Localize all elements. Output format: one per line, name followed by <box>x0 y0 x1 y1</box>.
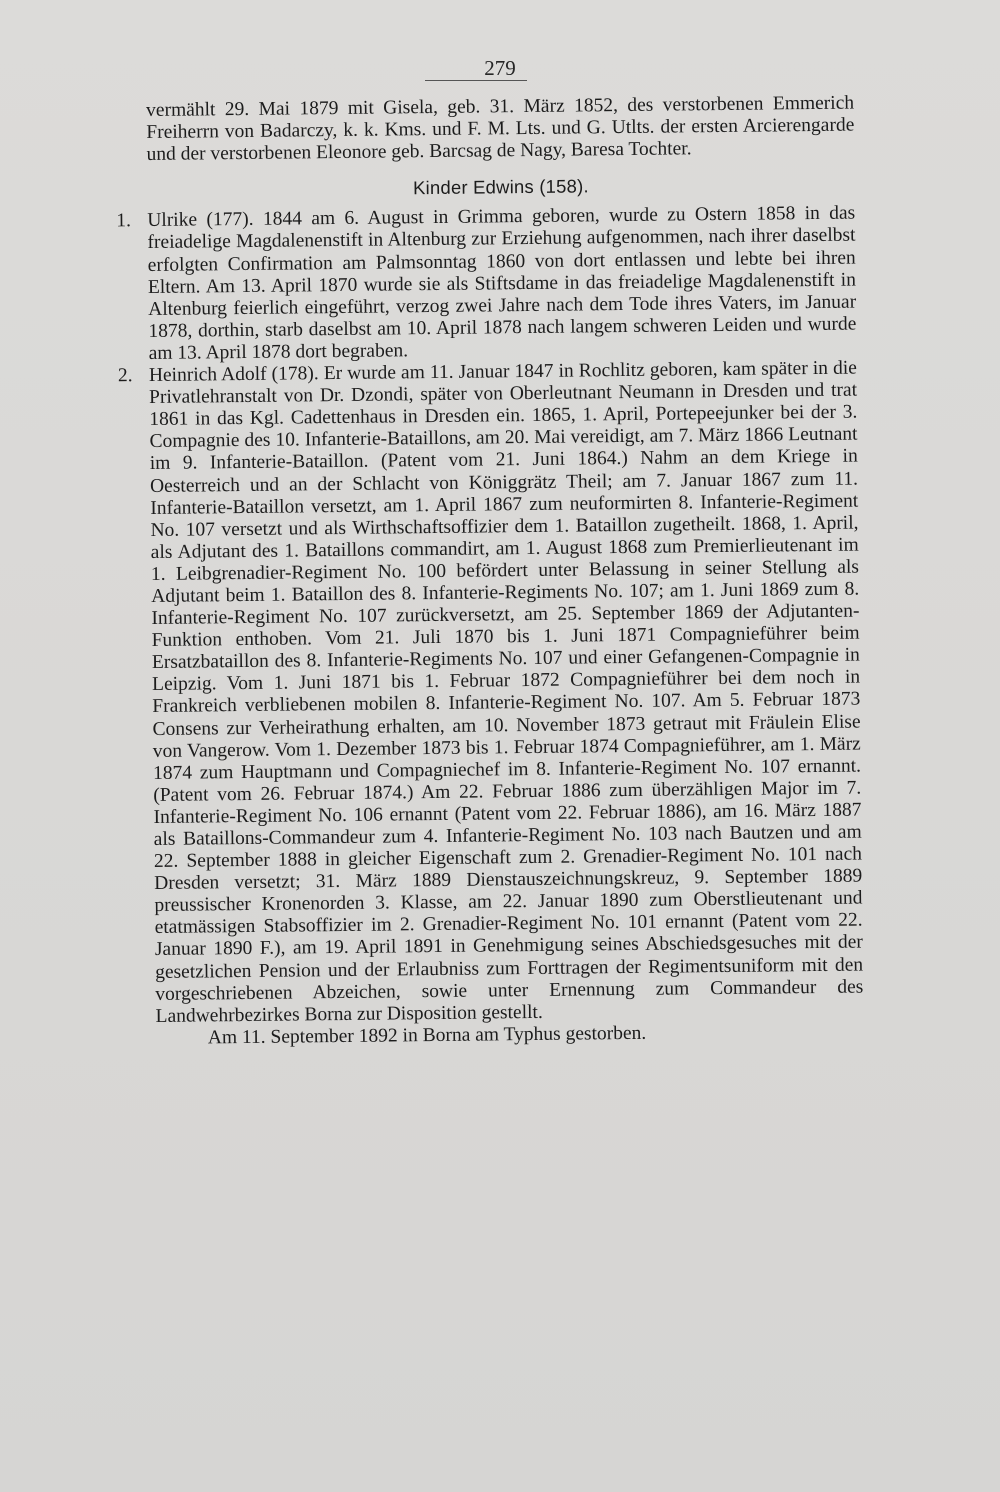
closing-paragraph: Am 11. September 1892 in Borna am Typhus gestorben. <box>207 1022 647 1049</box>
list-item-text: Heinrich Adolf (178). Er wurde am 11. Januar 1847 in Rochlitz geboren, kam später in die Privatlehranstalt von Dr. Dzondi, später von Oberleutnant Neumann in Dresden und trat 1861 in das Kgl. Cadettenhaus in Dresden ein. 1865, 1. April, Portepeejunker bei der 3. Compagnie des 10. Infanterie-Bataillons, am 20. Mai vereidigt, am 7. März 1866 Leutnant im 9. Infanterie-Bataillon. (Patent vom 21. Juni 1864.) Nahm an dem Kriege in Oesterreich und an der Schlacht von Königgrätz Theil; am 7. Januar 1867 zum 11. Infanterie-Bataillon versetzt, am 1. April 1867 zum neuformirten 8. Infanterie-Regiment No. 107 versetzt und als Wirthschaftsoffizier dem 1. Bataillon zugetheilt. 1868, 1. April, als Adjutant des 1. Bataillons commandirt, am 1. August 1868 zum Premierlieutenant im 1. Leibgrenadier-Regiment No. 100 befördert unter Belassung in seiner Stellung als Adjutant beim 1. Bataillon des 8. Infanterie-Regiments No. 107; am 1. Juni 1869 zum 8. Infanterie-Regiment No. 107 zurückversetzt, am 25. September 1869 der Adjutanten-Funktion enthoben. Vom 21. Juli 1870 bis 1. Juni 1871 Compagnieführer beim Ersatzbataillon des 8. Infanterie-Regiments No. 107 und einer Gefangenen-Compagnie in Leipzig. Vom 1. Juni 1871 bis 1. Februar 1872 Compagnieführer bei dem noch in Frankreich verbliebenen mobilen 8. Infanterie-Regiment No. 107. Am 5. Februar 1873 Consens zur Verheirathung erhalten, am 10. November 1873 getraut mit Fräulein Elise von Vangerow. Vom 1. Dezember 1873 bis 1. Februar 1874 Compagnieführer, am 1. März 1874 zum Hauptmann und Compagniechef im 8. Infanterie-Regiment No. 107 ernannt. (Patent vom 26. Februar 1874.) Am 22. Februar 1886 zum überzähligen Major im 7. Infanterie-Regiment No. 106 ernannt (Patent vom 22. Februar 1886), am 16. März 1887 als Bataillons-Commandeur zum 4. Infanterie-Regiment No. 103 nach Bautzen und am 22. September 1888 in gleicher Eigenschaft zum 2. Grenadier-Regiment No. 101 nach Dresden versetzt; 31. März 1889 Dienstauszeichnungskreuz, 9. September 1889 preussischer Kronenorden 3. Klasse, am 22. Januar 1890 zum Oberstlieutenant und etatmässigen Stabsoffizier im 2. Grenadier-Regiment No. 101 ernannt (Patent vom 22. Januar 1890 F.), am 19. April 1891 in Genehmigung seines Abschiedsgesuches mit der gesetzlichen Pension und der Erlaubniss zum Forttragen der Regimentsuniform mit den vorgeschriebenen Abzeichen, sowie unter Ernennung zum Commandeur des Landwehrbezirkes Borna zur Disposition gestellt. <box>148 357 864 1027</box>
list-item <box>117 357 864 1028</box>
page-number-rule <box>425 80 527 81</box>
list-item-number: 1. <box>116 210 132 232</box>
list-item-text: Ulrike (177). 1844 am 6. August in Grimma geboren, wurde zu Ostern 1858 in das freiadelige Magdalenenstift in Altenburg zur Erziehung aufgenommen, nach ihrer daselbst erfolgten Confirmation am Palmsonntag 1860 von dort entlassen und lebte bei ihren Eltern. Am 13. April 1870 wurde sie als Stiftsdame in das freiadelige Magdalenenstift in Altenburg feierlich eingeführt, verzog zwei Jahre nach dem Tode ihres Vaters, im Januar 1878, dorthin, starb daselbst am 10. April 1878 nach langem schweren Leiden und wurde am 13. April 1878 dort begraben. <box>147 202 857 364</box>
list-item <box>116 202 857 365</box>
section-heading: Kinder Edwins (158). <box>412 175 589 199</box>
intro-paragraph: vermählt 29. Mai 1879 mit Gisela, geb. 31. März 1852, des verstorbenen Emmerich Freiherrn von Badarczy, k. k. Kms. und F. M. Lts. und G. Utlts. der ersten Arcierengarde und der verstorbenen Eleonore geb. Barcsag de Nagy, Baresa Tochter. <box>146 92 855 166</box>
list-item-number: 2. <box>117 365 133 387</box>
body-text <box>116 92 864 1050</box>
page-number: 279 <box>484 56 516 80</box>
